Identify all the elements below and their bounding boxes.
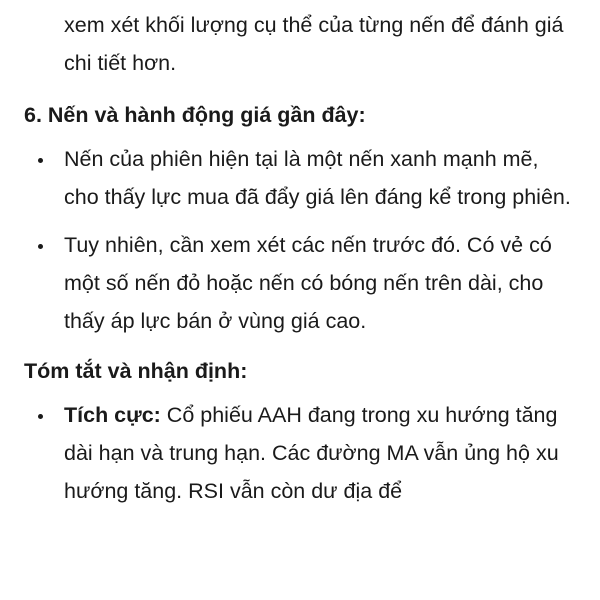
summary-heading: Tóm tắt và nhận định: [24, 359, 248, 383]
list-item [0, 396, 600, 510]
bullet-dot-icon [38, 414, 43, 419]
bullet-dot-icon [38, 244, 43, 249]
intro-paragraph: xem xét khối lượng cụ thể của từng nến để đánh giá chi tiết hơn. [64, 13, 564, 75]
bullet-dot-icon [38, 158, 43, 163]
list-item-text: Nến của phiên hiện tại là một nến xanh mạnh mẽ, cho thấy lực mua đã đẩy giá lên đáng kể trong phiên. [64, 147, 571, 209]
section-6-heading: 6. Nến và hành động giá gần đây: [24, 103, 366, 127]
list-item-label: Tích cực: [64, 403, 161, 427]
section-6-list [0, 140, 600, 340]
list-item-text: Tuy nhiên, cần xem xét các nến trước đó. Có vẻ có một số nến đỏ hoặc nến có bóng nến trên dài, cho thấy áp lực bán ở vùng giá cao. [64, 233, 552, 333]
list-item-text: Cổ phiếu AAH đang trong xu hướng tăng dài hạn và trung hạn. Các đường MA vẫn ủng hộ xu hướng tăng. RSI vẫn còn dư địa để [64, 403, 559, 503]
summary-list [0, 396, 600, 510]
list-item [0, 140, 600, 216]
list-item [0, 226, 600, 340]
